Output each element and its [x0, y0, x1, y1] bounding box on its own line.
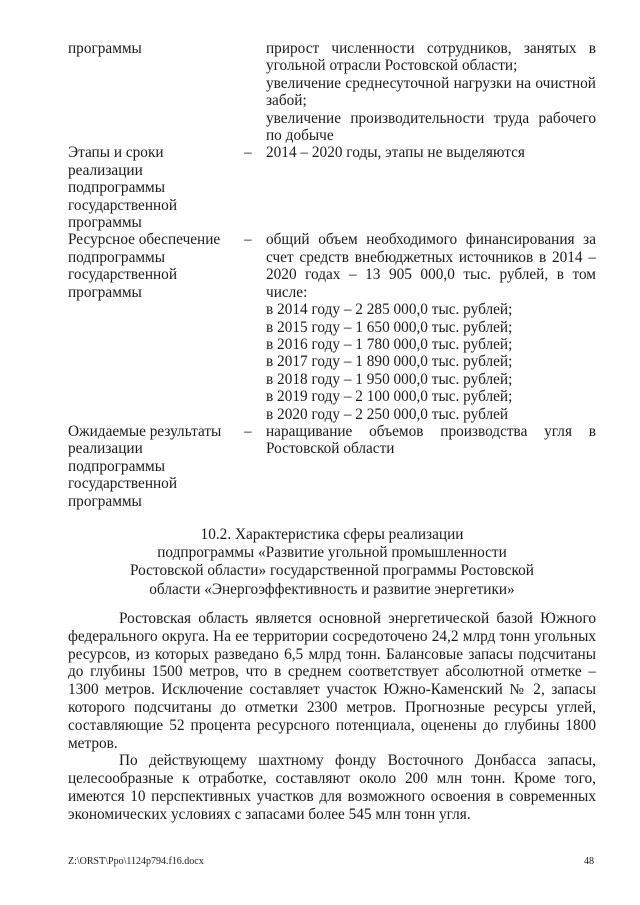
- label-line: государственной: [68, 475, 178, 493]
- section-heading: [68, 526, 596, 599]
- label-line: государственной: [68, 196, 178, 214]
- value-line: в 2020 году – 2 250 000,0 тыс. рублей: [266, 405, 509, 423]
- passport-row-stages: [68, 144, 596, 231]
- label-line: Ресурсное обеспечение: [68, 231, 221, 249]
- value-line: в 2016 году – 1 780 000,0 тыс. рублей;: [266, 335, 513, 353]
- label-line: подпрограммы: [68, 179, 166, 197]
- row-label: [68, 40, 244, 144]
- label-line: подпрограммы: [68, 248, 166, 266]
- label-line: программы: [68, 283, 142, 301]
- page-number: 48: [584, 856, 594, 867]
- passport-row-funding: [68, 231, 596, 422]
- row-dash: –: [244, 422, 252, 440]
- value-line: в 2017 году – 1 890 000,0 тыс. рублей;: [266, 353, 513, 371]
- label-line: Этапы и сроки: [68, 144, 164, 162]
- row-dash: –: [244, 144, 252, 162]
- value-line: в 2015 году – 1 650 000,0 тыс. рублей;: [266, 318, 513, 336]
- footer-file-path: Z:\ORST\Ppo\1124p794.f16.docx: [68, 856, 204, 867]
- row-dash: –: [244, 231, 252, 249]
- label-line: подпрограммы: [68, 457, 166, 475]
- row-label: [68, 423, 244, 510]
- row-value: [266, 231, 596, 422]
- heading-line: Ростовской области» государственной программы Ростовской: [130, 562, 534, 580]
- row-label: [68, 144, 244, 231]
- heading-line: подпрограммы «Развитие угольной промышленности: [157, 544, 507, 562]
- body-text: [68, 610, 596, 824]
- label-line: программы: [68, 40, 142, 57]
- row-value: [266, 423, 596, 510]
- value-line: общий объем необходимого финансирования за счет средств внебюджетных источников в 2014 – 2020 годах – 13 905 000,0 тыс. рублей, в том числе:: [266, 231, 596, 301]
- label-line: реализации: [68, 161, 143, 179]
- row-value: [266, 40, 596, 144]
- paragraph: По действующему шахтному фонду Восточного Донбасса запасы, целесообразные к отработке, составляют около 200 млн тонн. Кроме того, имеются 10 перспективных участков для возможного освоения в современных экономических условиях с запасами более 545 млн тонн угля.: [68, 752, 596, 823]
- row-dash: [244, 40, 266, 144]
- passport-table: [68, 40, 596, 510]
- value-line: в 2018 году – 1 950 000,0 тыс. рублей;: [266, 370, 513, 388]
- passport-row-results: [68, 423, 596, 510]
- label-line: программы: [68, 214, 142, 232]
- value-line: в 2019 году – 2 100 000,0 тыс. рублей;: [266, 388, 513, 406]
- value-line: увеличение производительности труда рабочего по добыче: [266, 109, 596, 145]
- heading-line: 10.2. Характеристика сферы реализации: [200, 526, 464, 543]
- passport-row-goals: [68, 40, 596, 144]
- row-label: [68, 231, 244, 422]
- label-line: реализации: [68, 440, 143, 458]
- value-line: 2014 – 2020 годы, этапы не выделяются: [266, 144, 525, 162]
- value-line: прирост численности сотрудников, занятых в угольной отрасли Ростовской области;: [266, 40, 596, 75]
- value-line: наращивание объемов производства угля в Ростовской области: [266, 422, 596, 458]
- row-value: [266, 144, 596, 231]
- label-line: государственной: [68, 266, 178, 284]
- value-line: в 2014 году – 2 285 000,0 тыс. рублей;: [266, 301, 513, 319]
- value-line: увеличение среднесуточной нагрузки на очистной забой;: [266, 74, 596, 110]
- label-line: программы: [68, 492, 142, 510]
- paragraph: Ростовская область является основной энергетической базой Южного федерального округа. На ее территории сосредоточено 24,2 млрд тонн угольных ресурсов, из которых разведано 6,5 млрд тонн. Балансовые запасы подсчитаны до глубины 1500 метров, что в среднем соответствует абсолютной отметке – 1300 метров. Исключение составляет участок Южно-Каменский № 2, запасы которого подсчитаны до отметки 2300 метров. Прогнозные ресурсы углей, составляющие 52 процента ресурсного потенциала, оценены до глубины 1800 метров.: [68, 610, 596, 752]
- heading-line: области «Энергоэффективность и развитие энергетики»: [149, 580, 515, 598]
- label-line: Ожидаемые результаты: [68, 422, 222, 440]
